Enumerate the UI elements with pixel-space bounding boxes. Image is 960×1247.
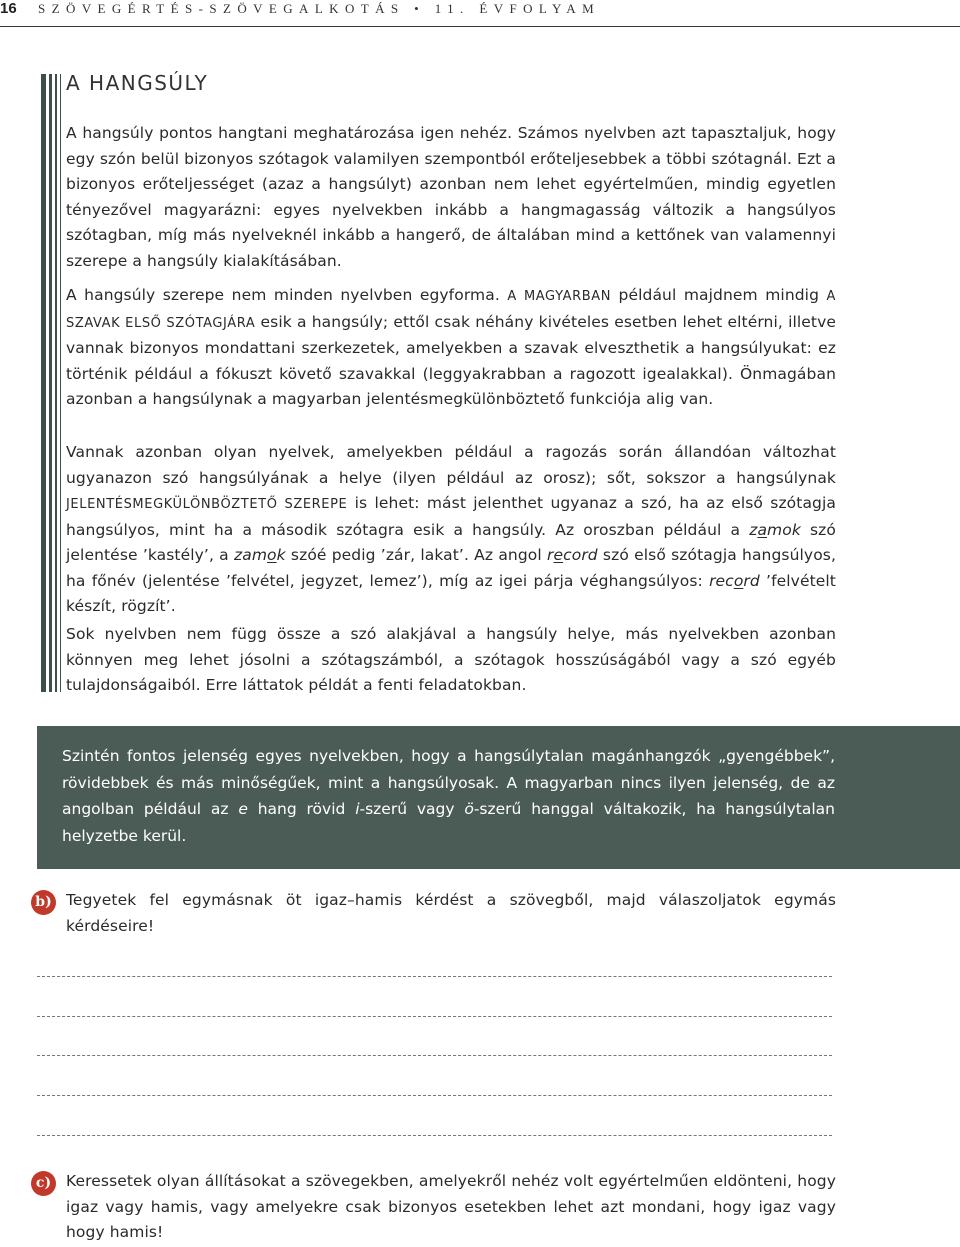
small-caps-term: A SZAVAK ELSŐ SZÓTAGJÁRA xyxy=(66,289,836,331)
task-b-text: Tegyetek fel egymásnak öt igaz–hamis kérdést a szövegből, majd válaszoljatok egymás kérdéseire! xyxy=(66,891,836,935)
example-word-zamok-1: zamok xyxy=(749,520,801,539)
paragraph-4: Sok nyelvben nem függ össze a szó alakjával a hangsúly helye, más nyelvekben azonban könnyen meg lehet jósolni a szótagszámból, a szótagok hosszúságából vagy a szó egyéb tulajdonságaiból. Erre láttatok példát a fenti feladatokban. xyxy=(66,625,836,694)
small-caps-term: A MAGYARBAN xyxy=(507,289,612,304)
decorative-vertical-bars xyxy=(41,74,63,692)
answer-line[interactable] xyxy=(37,1095,832,1096)
answer-line[interactable] xyxy=(37,1055,832,1056)
example-word-record-2: record xyxy=(709,571,760,590)
answer-line[interactable] xyxy=(37,976,832,977)
paragraph-1: A hangsúly pontos hangtani meghatározása igen nehéz. Számos nyelvben azt tapasztaljuk, hogy egy szón belül bizonyos szótagok valamilyen szempontból erőteljesebbek a többi szótagnál. Ezt a bizonyos erőteljességet (azaz a hangsúlyt) azonban nem lehet egyértelműen, mindig egyetlen tényezővel magyarázni: egyes nyelvekben inkább a hangmagasság változik a hangsúlyos szótagban, míg más nyelveknél inkább a hangerő, de általában mind a kettőnek van valamennyi szerepe a hangsúly kialakításában. xyxy=(66,124,836,270)
running-title: SZÖVEGÉRTÉS-SZÖVEGALKOTÁS • 11. ÉVFOLYAM xyxy=(38,1,601,16)
header-rule xyxy=(0,26,960,27)
page-header xyxy=(0,0,960,18)
paragraph-2: A hangsúly szerepe nem minden nyelvben egyforma. A MAGYARBAN például majdnem mindig A SZAVAK ELSŐ SZÓTAGJÁRA esik a hangsúly; ettől csak néhány kivételes esetben lehet eltérni, illetve vannak bizonyos mondattani szerkezetek, amelyekben a szavak elveszthetik a hangsúlyukat: ez történik például a fókuszt követő szavakkal (leggyakrabban a ragozott igealakkal). Önmagában azonban a hangsúlynak a magyarban jelentésmegkülönböztető funkciója alig van. xyxy=(66,286,837,408)
task-b-badge: b) xyxy=(31,890,56,915)
section-title: A HANGSÚLY xyxy=(66,71,209,95)
task-c-badge: c) xyxy=(31,1171,56,1196)
paragraph-3: Vannak azonban olyan nyelvek, amelyekben például a ragozás során állandóan változhat ugyanazon szó hangsúlyának a helye (ilyen például az orosz); sőt, sokszor a hangsúlynak JELENTÉSMEGKÜLÖNBÖZTETŐ SZEREPE is lehet: mást jelenthet ugyanaz a szó, ha az első szótagja hangsúlyos, mint ha a második szótagra esik a hangsúly. Az oroszban például a zamok szó jelentése ’kastély’, a zamok szóé pedig ’zár, lakat’. Az angol record szó első szótagja hangsúlyos, ha főnév (jelentése ’felvétel, jegyzet, lemez’), míg az igei párja véghangsúlyos: record ’felvételt készít, rögzít’. xyxy=(66,443,836,615)
task-c-text: Keressetek olyan állításokat a szövegekben, amelyekről nehéz volt egyértelműen eldönteni, hogy igaz vagy hamis, vagy amelyekre csak bizonyos esetekben lehet azt mondani, hogy igaz vagy hogy hamis! xyxy=(66,1172,836,1241)
note-text: Szintén fontos jelenség egyes nyelvekben, hogy a hangsúlytalan magánhangzók „gyengébbek”, rövidebbek és más minőségűek, mint a hangsúlyosak. A magyarban nincs ilyen jelenség, de az angolban például az e hang rövid i-szerű vagy ö-szerű hanggal váltakozik, ha hangsúlytalan helyzetbe kerül. xyxy=(62,747,835,845)
answer-line[interactable] xyxy=(37,1135,832,1136)
note-box xyxy=(37,726,960,869)
example-word-zamok-2: zamok xyxy=(233,546,286,564)
example-word-record-1: record xyxy=(546,546,598,564)
answer-line[interactable] xyxy=(37,1016,832,1017)
page-number: 16 xyxy=(0,0,17,17)
small-caps-term: JELENTÉSMEGKÜLÖNBÖZTETŐ SZEREPE xyxy=(66,497,348,512)
